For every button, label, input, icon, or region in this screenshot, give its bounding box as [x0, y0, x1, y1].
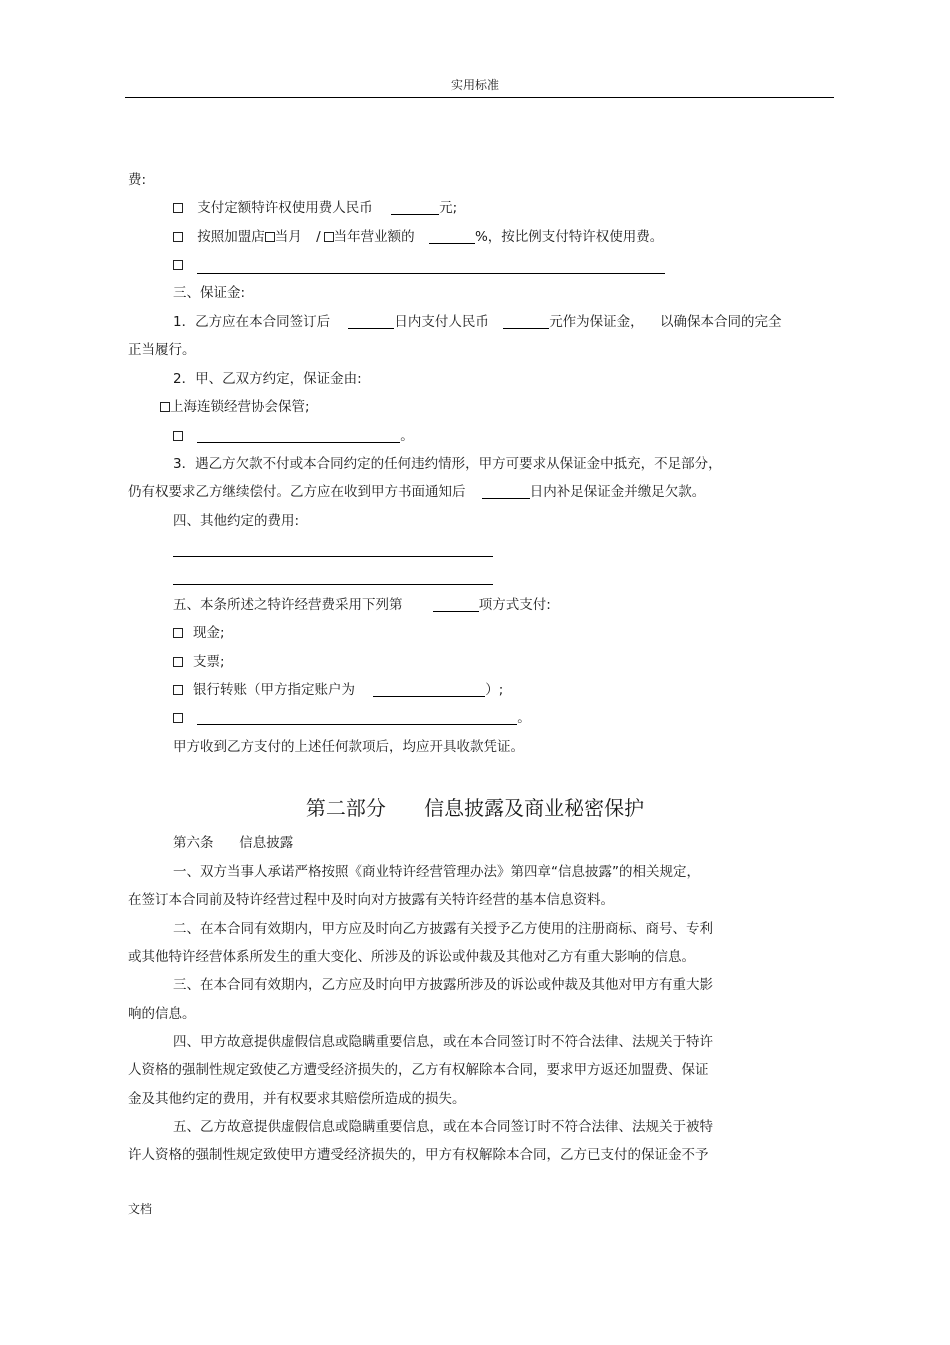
part2-line: 四、甲方故意提供虚假信息或隐瞒重要信息，或在本合同签订时不符合法律、法规关于特许	[173, 1034, 713, 1050]
payment-option-other: 。	[173, 708, 531, 728]
deposit-heading: 三、保证金:	[173, 285, 246, 301]
deposit-option-other: 。	[173, 426, 414, 446]
part2-line: 三、在本合同有效期内，乙方应及时向甲方披露所涉及的诉讼或仲裁及其他对甲方有重大影	[173, 977, 713, 993]
page-footer: 文档	[128, 1202, 153, 1216]
part2-line: 金及其他约定的费用，并有权要求其赔偿所造成的损失。	[128, 1091, 466, 1107]
payment-heading: 五、本条所述之特许经营费采用下列第 项方式支付:	[173, 597, 551, 613]
checkbox[interactable]	[173, 713, 183, 723]
part2-line: 响的信息。	[128, 1006, 196, 1022]
payment-option-cheque: 支票;	[173, 652, 225, 672]
other-fees-heading: 四、其他约定的费用:	[173, 513, 300, 529]
checkbox[interactable]	[173, 628, 183, 638]
checkbox[interactable]	[173, 203, 183, 213]
checkbox[interactable]	[173, 232, 183, 242]
blank-field[interactable]	[429, 229, 475, 244]
checkbox[interactable]	[173, 685, 183, 695]
header-rule	[125, 97, 834, 98]
part2-title: 第二部分 信息披露及商业秘密保护	[305, 796, 645, 820]
page-header: 实用标准	[450, 78, 499, 92]
payment-receipt: 甲方收到乙方支付的上述任何款项后，均应开具收款凭证。	[173, 739, 524, 755]
blank-field[interactable]	[482, 484, 530, 499]
part2-line: 五、乙方故意提供虚假信息或隐瞒重要信息，或在本合同签订时不符合法律、法规关于被特	[173, 1119, 713, 1135]
deposit-para-3: 3．遇乙方欠款不付或本合同约定的任何违约情形，甲方可要求从保证金中抵充，不足部分，	[173, 456, 722, 472]
checkbox[interactable]	[173, 431, 183, 441]
blank-line[interactable]	[197, 273, 665, 274]
deposit-para-1-cont: 正当履行。	[128, 342, 196, 358]
part2-line: 一、双方当事人承诺严格按照《商业特许经营管理办法》第四章“信息披露”的相关规定，	[173, 864, 700, 880]
part2-line: 二、在本合同有效期内，甲方应及时向乙方披露有关授予乙方使用的注册商标、商号、专利	[173, 921, 713, 937]
part2-line: 许人资格的强制性规定致使甲方遭受经济损失的，甲方有权解除本合同，乙方已支付的保证金不予	[128, 1147, 709, 1163]
blank-field[interactable]	[391, 200, 439, 215]
checkbox[interactable]	[173, 657, 183, 667]
deposit-para-2: 2．甲、乙双方约定，保证金由:	[173, 371, 362, 387]
blank-line[interactable]	[173, 584, 493, 585]
blank-field[interactable]	[433, 597, 479, 612]
blank-line[interactable]	[173, 556, 493, 557]
fee-option-other	[173, 255, 183, 275]
part2-line: 人资格的强制性规定致使乙方遭受经济损失的，乙方有权解除本合同，要求甲方返还加盟费、保证	[128, 1062, 709, 1078]
checkbox-yearly[interactable]	[324, 232, 334, 242]
fee-label: 费:	[128, 172, 147, 188]
blank-field[interactable]	[348, 314, 394, 329]
deposit-para-1: 1．乙方应在本合同签订后 日内支付人民币 元作为保证金， 以确保本合同的完全	[173, 314, 782, 330]
fee-option-fixed: 支付定额特许权使用费人民币 元;	[173, 198, 457, 218]
deposit-option-association: 上海连锁经营协会保管;	[160, 397, 310, 417]
checkbox[interactable]	[173, 260, 183, 270]
blank-field[interactable]	[503, 314, 549, 329]
checkbox-monthly[interactable]	[265, 232, 275, 242]
article-heading: 第六条 信息披露	[173, 835, 294, 851]
payment-option-cash: 现金;	[173, 623, 225, 643]
deposit-para-3-cont: 仍有权要求乙方继续偿付。乙方应在收到甲方书面通知后 日内补足保证金并缴足欠款。	[128, 484, 706, 500]
part2-line: 在签订本合同前及特许经营过程中及时向对方披露有关特许经营的基本信息资料。	[128, 892, 614, 908]
payment-option-bank: 银行转账（甲方指定账户为 ）;	[173, 680, 503, 700]
part2-line: 或其他特许经营体系所发生的重大变化、所涉及的诉讼或仲裁及其他对乙方有重大影响的信息。	[128, 949, 695, 965]
blank-field[interactable]	[373, 682, 485, 697]
blank-field[interactable]	[197, 428, 400, 443]
fee-option-percentage: 按照加盟店 当月 / 当年营业额的 %，按比例支付特许权使用费。	[173, 227, 663, 247]
checkbox[interactable]	[160, 402, 170, 412]
blank-field[interactable]	[197, 710, 517, 725]
